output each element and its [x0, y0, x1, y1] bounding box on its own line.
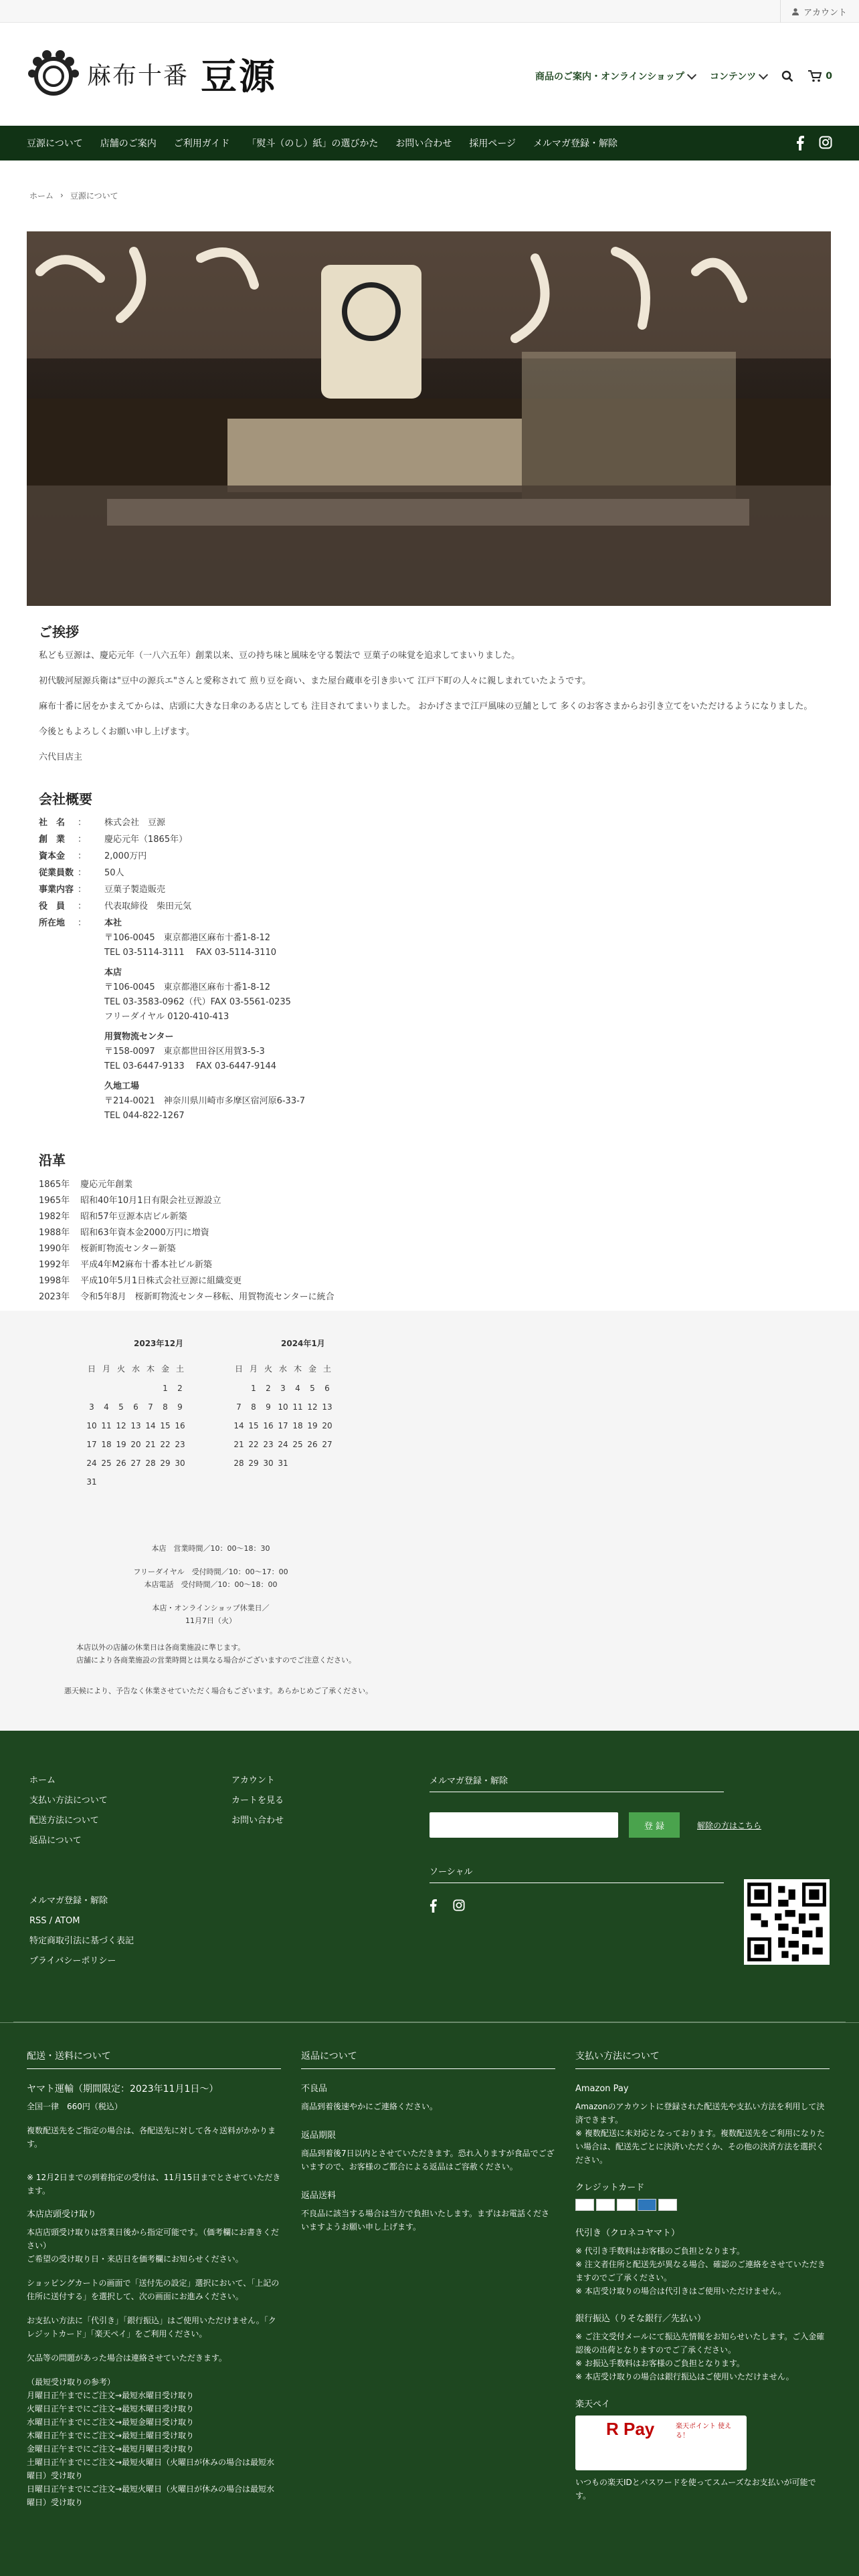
history-row: [39, 1209, 820, 1225]
calendar-day: 8: [163, 1402, 168, 1412]
profile-key: 従業員数: [39, 868, 74, 878]
header-nav: [535, 70, 832, 83]
footer-link[interactable]: 返品について: [29, 1836, 82, 1846]
calendar-day: 11: [101, 1421, 112, 1430]
shipping-text: 全国一律 660円（税込）: [27, 2102, 122, 2111]
calendar-day: 19: [116, 1440, 126, 1449]
profile-value: 株式会社 豆源: [104, 818, 166, 828]
location-name: 本社: [104, 918, 122, 928]
history-event: 桜新町物流センター新築: [80, 1244, 176, 1254]
greeting-paragraph-3: 麻布十番に居をかまえてからは、店頭に大きな日傘のある店としても 注目されてまいりました。 おかげさまで江戸風味の豆舗として 多くのお客さまからお引き立てをいただけるようになりました。: [39, 702, 813, 712]
calendar-day: 1: [251, 1384, 256, 1393]
footer-info: [0, 2022, 859, 2576]
calendar-day: 27: [130, 1459, 141, 1468]
history-event: 昭和57年豆源本店ビル新築: [80, 1212, 187, 1222]
calendar-day: 16: [263, 1421, 274, 1430]
chevron-right-icon: ›: [60, 191, 64, 200]
calendar-day: 24: [278, 1440, 288, 1449]
calendar-day: 17: [86, 1440, 97, 1449]
payment-text: ※ 本店受け取りの場合は代引きはご使用いただけません。: [575, 2286, 786, 2296]
shipping-heading: 本店店頭受け取り: [27, 2210, 97, 2220]
top-bar: [0, 0, 859, 23]
main-nav: [0, 126, 859, 160]
pickup-day: 木曜日正午までにご注文→最短土曜日受け取り: [27, 2431, 195, 2440]
nav-social: [796, 136, 832, 150]
payment-text: ※ 本店受け取りの場合は銀行振込はご使用いただけません。: [575, 2372, 794, 2381]
shipping-text: （最短受け取りの参考）: [27, 2377, 116, 2387]
payment-heading: 代引き（クロネコヤマト）: [575, 2228, 680, 2238]
history-year: 1988年: [39, 1228, 70, 1238]
calendar-blank: [99, 1384, 114, 1393]
qr-code-icon: [744, 1879, 830, 1965]
calendar-day: 26: [116, 1459, 126, 1468]
location-line: 〒106-0045 東京都港区麻布十番1-8-12: [104, 982, 271, 992]
diners-icon: [658, 2199, 677, 2211]
calendar-weather-note: 悪天候により、予告なく休業させていただく場合もございます。あらかじめご了承ください。: [64, 1687, 373, 1695]
hero-photo: [27, 231, 831, 606]
shipping-text: 本店店頭受け取りは営業日後から指定可能です。（価考欄にお書きください）: [27, 2228, 280, 2250]
instagram-icon[interactable]: [453, 1899, 465, 1911]
location-line: フリーダイヤル 0120-410-413: [104, 1012, 229, 1022]
qr-code: [744, 1879, 830, 1965]
history-row: [39, 1225, 820, 1241]
rakuten-pay-banner: [575, 2416, 747, 2470]
greeting-title: ご挨拶: [39, 624, 79, 640]
payment-heading: Amazon Pay: [575, 2084, 629, 2094]
newsletter-block: [430, 1774, 762, 1913]
returns-heading: 返品送料: [301, 2191, 337, 2201]
greeting-paragraph-1: 私ども豆源は、慶応元年（一八六五年）創業以来、豆の持ち味と風味を守る製法で 豆菓子の味覚を追求してまいりました。: [39, 651, 520, 661]
nav-noshi[interactable]: 「熨斗（のし）紙」の選びかた: [247, 138, 379, 149]
logo-mark-icon: [27, 47, 80, 100]
calendar-day: 22: [160, 1440, 171, 1449]
nav-stores[interactable]: 店舗のご案内: [100, 138, 157, 149]
pickup-day: 火曜日正午までにご注文→最短木曜日受け取り: [27, 2404, 195, 2413]
visa-icon: [575, 2199, 594, 2211]
products-menu-label: 商品のご案内・オンラインショップ: [535, 72, 684, 82]
calendar-weekday: 土: [322, 1364, 331, 1374]
calendar-store-note: [76, 1641, 356, 1667]
breadcrumb-home[interactable]: ホーム: [29, 191, 54, 201]
contents-menu[interactable]: [710, 70, 767, 83]
calendar-day: 21: [233, 1440, 244, 1449]
chevron-down-icon: [687, 70, 696, 79]
profile-key: 資本金: [39, 851, 66, 861]
payment-text: Amazonのアカウントに登録された配送先や支払い方法を利用して決済できます。: [575, 2102, 825, 2125]
location-list: [104, 916, 820, 1123]
breadcrumb: [0, 160, 859, 207]
shipping-text: ※ 12月2日までの到着指定の受付は、11月15日までとさせていただきます。: [27, 2173, 281, 2195]
instagram-icon[interactable]: [819, 136, 832, 149]
history-event: 平成4年M2麻布十番本社ビル新築: [80, 1260, 212, 1270]
location-name: 久地工場: [104, 1081, 140, 1091]
calendar-month-title: 2024年1月: [281, 1339, 325, 1348]
footer-link[interactable]: メルマガ登録・解除: [29, 1896, 108, 1906]
rakuten-pay-text: 楽天ポイント 使える！: [676, 2423, 732, 2440]
calendar-weekday: 火: [116, 1364, 125, 1374]
payment-heading: クレジットカード: [575, 2183, 645, 2193]
rakuten-pay-logo: R Pay: [606, 2419, 655, 2439]
search-icon[interactable]: [781, 70, 793, 82]
payment-heading: 銀行振込（りそな銀行／先払い）: [575, 2314, 706, 2324]
shipping-text: 欠品等の問題があった場合は連絡させていただきます。: [27, 2353, 227, 2363]
calendar-weekday: 木: [146, 1364, 155, 1374]
mastercard-icon: [596, 2199, 615, 2211]
calendar-day: 12: [116, 1421, 126, 1430]
calendar-day: 15: [160, 1421, 171, 1430]
calendar-day: 11: [292, 1402, 303, 1412]
returns-title: 返品について: [301, 2050, 555, 2069]
calendar-day: 4: [295, 1384, 300, 1393]
calendar-blank: [231, 1384, 246, 1393]
account-link[interactable]: [780, 0, 847, 23]
calendar-day: 14: [145, 1421, 156, 1430]
calendar-day: 5: [310, 1384, 315, 1393]
pickup-day: 日曜日正午までにご注文→最短火曜日（火曜日が休みの場合は最短水曜日）受け取り: [27, 2484, 275, 2507]
payment-text: ※ 複数配送に未対応となっております。複数配送先をご利用になりたい場合は、配送先ごとに決済いただくか、その他の決済方法を選択ください。: [575, 2129, 825, 2165]
calendar-day: 19: [307, 1421, 318, 1430]
calendar-note: 店舗により各商業施設の営業時間とは異なる場合がございますのでご注意ください。: [76, 1656, 356, 1665]
calendar-day: 16: [175, 1421, 185, 1430]
social-title: ソーシャル: [430, 1864, 724, 1883]
location-line: TEL 044-822-1267: [104, 1111, 185, 1121]
calendar-blank: [128, 1384, 143, 1393]
credit-card-logos: [575, 2199, 830, 2211]
user-icon: [791, 7, 799, 15]
cart-count: 0: [826, 71, 832, 82]
pickup-day: 金曜日正午までにご注文→最短月曜日受け取り: [27, 2444, 195, 2454]
profile-value: 2,000万円: [104, 851, 147, 861]
history-year: 1998年: [39, 1276, 70, 1286]
calendar-day: 28: [233, 1459, 244, 1468]
footer-link[interactable]: プライバシーポリシー: [29, 1956, 116, 1966]
nav-guide[interactable]: ご利用ガイド: [173, 138, 230, 149]
calendar-note: 本店 営業時間／10：00〜18：30: [151, 1544, 270, 1553]
calendar-weekday: 木: [293, 1364, 302, 1374]
calendar-day: 10: [278, 1402, 288, 1412]
calendar-day: 29: [248, 1459, 259, 1468]
calendar-day: 6: [133, 1402, 138, 1412]
calendar-day: 30: [263, 1459, 274, 1468]
shipping-text: ご希望の受け取り日・来店日を価考欄にお知らせください。: [27, 2254, 244, 2264]
history-year: 1990年: [39, 1244, 70, 1254]
footer-link[interactable]: 配送方法について: [29, 1816, 99, 1826]
calendar-note: 11月7日（火）: [185, 1616, 236, 1625]
location-line: 〒158-0097 東京都世田谷区用賀3-5-3: [104, 1047, 265, 1057]
payment-text: ※ 注文者住所と配送先が異なる場合、確認のご連絡をさせていただきますのでご了承ください。: [575, 2260, 826, 2282]
calendar-day: 22: [248, 1440, 259, 1449]
newsletter-email-input[interactable]: [430, 1812, 618, 1838]
calendar-weekday: 金: [161, 1364, 169, 1374]
calendar-day: 20: [322, 1421, 332, 1430]
calendar-day: 30: [175, 1459, 185, 1468]
shipping-title: 配送・送料について: [27, 2050, 281, 2069]
calendar-day: 25: [292, 1440, 303, 1449]
calendar-blank: [114, 1384, 128, 1393]
location-line: 〒214-0021 神奈川県川崎市多摩区宿河原6-33-7: [104, 1096, 306, 1106]
calendar-weekday: 水: [278, 1364, 287, 1374]
location-line: 〒106-0045 東京都港区麻布十番1-8-12: [104, 933, 271, 943]
company-title: 会社概要: [39, 791, 92, 807]
calendar-blank: [143, 1384, 158, 1393]
calendar-note: 本店・オンラインショップ休業日／: [152, 1604, 270, 1612]
calendar-weekday: 土: [175, 1364, 184, 1374]
calendar-month-title: 2023年12月: [134, 1339, 184, 1348]
business-calendar: [0, 1311, 859, 1731]
history-event: 昭和40年10月1日有限会社豆源設立: [80, 1196, 221, 1206]
footer-link[interactable]: ホーム: [29, 1776, 56, 1786]
footer-link[interactable]: お問い合わせ: [231, 1816, 284, 1826]
payment-heading: 楽天ペイ: [575, 2399, 611, 2409]
profile-value: 慶応元年（1865年）: [104, 835, 188, 845]
footer-link[interactable]: 特定商取引法に基づく表記: [29, 1936, 134, 1946]
shipping-text: ショッピングカートの画面で「送付先の設定」選択において、「上記の住所に送付する」を選択して、次の画面にお進みください。: [27, 2278, 280, 2301]
footer-link[interactable]: RSS / ATOM: [29, 1916, 80, 1926]
newsletter-submit-button[interactable]: 登 録: [629, 1812, 680, 1838]
calendar-hours: [0, 1542, 421, 1627]
shipping-info: [27, 2050, 281, 2509]
breadcrumb-current: 豆源について: [70, 191, 118, 201]
calendar-day: 20: [130, 1440, 141, 1449]
payment-text: ※ ご注文受付メールにて振込先情報をお知らせいたします。ご入金確認後の出荷となりますのでご了承ください。: [575, 2332, 825, 2355]
history-year: 1982年: [39, 1212, 70, 1222]
shipping-heading: ヤマト運輸（期間限定：2023年11月1日〜）: [27, 2084, 219, 2095]
site-header: [0, 23, 859, 126]
payment-title: 支払い方法について: [575, 2050, 830, 2069]
calendar-day: 12: [307, 1402, 318, 1412]
profile-key: 所在地: [39, 918, 66, 928]
calendar-day: 24: [86, 1459, 97, 1468]
calendar-day: 7: [236, 1402, 242, 1412]
greeting-signature: 六代目店主: [39, 752, 83, 762]
footer-social: [430, 1899, 724, 1913]
history-title: 沿革: [39, 1152, 66, 1168]
greeting-paragraph-2: 初代駿河屋源兵衛は"豆中の源兵エ"さんと愛称されて 煎り豆を商い、また屋台蔵車を引き歩いて 江戸下町の人々に親しまれていたようです。: [39, 676, 591, 686]
company-profile: 社 名 ： 株式会社 豆源 創 業 ： 慶応元年（1865年） 資本金 ： 2,000万円 従業員数 ： 50人 事業内容 ： 豆菓子製造販売 役 員 ： 代表取締役 柴田元気 所在地 ： 本社 〒106-0045 東京都港区麻布十番1-8-12 TEL 03-5114-3111 FAX 03-5114-3110 本店 〒106-0045 東京都港区麻布十番1-8-12 TEL 03-3583-0962（代）FAX 03-5561-0235 フリーダイヤル 0120-410-413 用賀物流センター 〒158-0097 東京都世田谷区用賀3-5-3 TEL 03-6447-9133 FAX 03-6447-9144 久地工場 〒214-0021 神奈川県川崎市多摩区宿河原6-33-7 TEL 044-822-1267: [39, 816, 820, 1123]
returns-text: 商品到着後7日以内とさせていただきます。恐れ入りますが食品でございますので、お客様のご都合による返品はご容赦ください。: [301, 2149, 555, 2171]
logo-subtext: 麻布十番: [87, 62, 189, 90]
location-name: 用賀物流センター: [104, 1032, 174, 1042]
calendar-day: 21: [145, 1440, 156, 1449]
calendar-day: 3: [89, 1402, 94, 1412]
location-line: TEL 03-6447-9133 FAX 03-6447-9144: [104, 1061, 277, 1071]
facebook-icon[interactable]: [796, 136, 804, 150]
calendar-weekday: 日: [87, 1364, 96, 1374]
returns-text: 商品到着後速やかにご連絡ください。: [301, 2102, 438, 2111]
footer-col-2: [231, 1771, 284, 1831]
cart-icon: [808, 70, 822, 82]
pickup-day: 水曜日正午までにご注文→最短金曜日受け取り: [27, 2418, 195, 2427]
calendar-day: 23: [263, 1440, 274, 1449]
history-row: [39, 1273, 820, 1289]
profile-value: 代表取締役 柴田元気: [104, 901, 192, 911]
shipping-text: お支払い方法に「代引き」「銀行振込」はご使用いただけません。「クレジットカード」「楽天ペイ」をご利用ください。: [27, 2316, 276, 2339]
nav-about[interactable]: 豆源について: [27, 138, 83, 149]
calendar-day: 18: [101, 1440, 112, 1449]
calendar-day: 28: [145, 1459, 156, 1468]
profile-value: 豆菓子製造販売: [104, 885, 166, 895]
calendar-weekday: 金: [308, 1364, 316, 1374]
calendar-blank: [84, 1384, 99, 1393]
history-year: 1992年: [39, 1260, 70, 1270]
old-storefront-image: [27, 231, 831, 606]
payment-info: [575, 2050, 830, 2502]
calendar-weekday: 日: [234, 1364, 243, 1374]
history-row: [39, 1289, 820, 1305]
history-list: [39, 1177, 820, 1305]
history-event: 令和5年8月 桜新町物流センター移転、用賀物流センターに統合: [80, 1292, 335, 1302]
footer-links: [0, 1731, 859, 2022]
calendar-day: 13: [322, 1402, 332, 1412]
footer-col-1: [29, 1771, 108, 1851]
calendar-day: 3: [280, 1384, 286, 1393]
nav-recruit[interactable]: 採用ページ: [469, 138, 516, 149]
returns-info: [301, 2050, 555, 2234]
history-row: [39, 1193, 820, 1209]
facebook-icon[interactable]: [430, 1899, 437, 1913]
profile-key: 役 員: [39, 901, 66, 911]
account-label: アカウント: [803, 7, 847, 18]
payment-text: ※ お振込手数料はお客様のご負担となります。: [575, 2359, 745, 2368]
calendar-day: 27: [322, 1440, 332, 1449]
calendar-day: 25: [101, 1459, 112, 1468]
calendar-day: 18: [292, 1421, 303, 1430]
payment-text: ※ 代引き手数料はお客様のご負担となります。: [575, 2246, 745, 2256]
pickup-day: 月曜日正午までにご注文→最短水曜日受け取り: [27, 2391, 195, 2400]
contents-menu-label: コンテンツ: [709, 72, 757, 82]
history-year: 1865年: [39, 1180, 70, 1190]
calendar-day: 2: [266, 1384, 271, 1393]
footer-link[interactable]: カートを見る: [231, 1796, 284, 1806]
calendar-day: 4: [104, 1402, 109, 1412]
calendar-day: 9: [266, 1402, 271, 1412]
history-row: [39, 1177, 820, 1193]
jcb-icon: [617, 2199, 636, 2211]
calendar-day: 26: [307, 1440, 318, 1449]
calendar-day: 14: [233, 1421, 244, 1430]
calendar-day: 29: [160, 1459, 171, 1468]
amex-icon: [638, 2199, 656, 2211]
location-line: TEL 03-5114-3111 FAX 03-5114-3110: [104, 948, 277, 958]
calendar-day: 13: [130, 1421, 141, 1430]
calendar-day: 23: [175, 1440, 185, 1449]
shipping-text: 複数配送先をご指定の場合は、各配送先に対して各々送料がかかります。: [27, 2126, 276, 2149]
profile-key: 事業内容: [39, 885, 74, 895]
calendar-weekday: 火: [264, 1364, 272, 1374]
footer-col-3: [29, 1891, 134, 1971]
chevron-down-icon: [759, 70, 768, 79]
calendar-note: 本店電話 受付時間／10：00〜18：00: [144, 1580, 278, 1589]
history-year: 2023年: [39, 1292, 70, 1302]
history-event: 昭和63年資本金2000万円に増資: [80, 1228, 209, 1238]
history-event: 平成10年5月1日株式会社豆源に組織変更: [80, 1276, 242, 1286]
profile-key: 創 業: [39, 835, 66, 845]
footer-link[interactable]: アカウント: [231, 1776, 275, 1786]
returns-text: 不良品に該当する場合は当方で負担いたします。まずはお電話くださいますようお願い申し上げます。: [301, 2209, 550, 2232]
calendar-note: フリーダイヤル 受付時間／10：00〜17：00: [133, 1568, 288, 1576]
nav-contact[interactable]: お問い合わせ: [395, 138, 452, 149]
history-row: [39, 1257, 820, 1273]
site-logo[interactable]: [27, 47, 277, 100]
logo-maintext: 豆源: [201, 54, 278, 98]
calendar-day: 9: [177, 1402, 183, 1412]
history-event: 慶応元年創業: [80, 1180, 133, 1190]
calendar-day: 15: [248, 1421, 259, 1430]
calendar-note: 本店以外の店舗の休業日は各商業施設に準じます。: [76, 1643, 246, 1652]
calendar-day: 8: [251, 1402, 256, 1412]
profile-value: 50人: [104, 868, 124, 878]
calendar-day: 1: [163, 1384, 168, 1393]
history-row: [39, 1241, 820, 1257]
about-content: [0, 625, 859, 1305]
profile-key: 社 名: [39, 818, 66, 828]
calendar-grid-jan: [231, 1363, 335, 1468]
calendar-day: 31: [278, 1459, 288, 1468]
calendar-day: 7: [148, 1402, 153, 1412]
calendar-day: 5: [118, 1402, 124, 1412]
calendar-day: 31: [86, 1477, 97, 1487]
products-menu[interactable]: [535, 70, 695, 83]
calendar-day: 2: [177, 1384, 183, 1393]
calendar-weekday: 水: [131, 1364, 140, 1374]
greeting-paragraph-4: 今後ともよろしくお願い申し上げます。: [39, 727, 195, 737]
calendar-day: 10: [86, 1421, 97, 1430]
calendar-weekday: 月: [102, 1364, 110, 1374]
nav-newsletter[interactable]: メルマガ登録・解除: [533, 138, 618, 149]
unsubscribe-link[interactable]: 解除の方はこちら: [697, 1820, 762, 1830]
calendar-day: 17: [278, 1421, 288, 1430]
calendar-grid-dec: [84, 1363, 187, 1487]
returns-heading: 不良品: [301, 2084, 328, 2094]
location-name: 本店: [104, 968, 122, 978]
location-line: TEL 03-3583-0962（代）FAX 03-5561-0235: [104, 997, 291, 1007]
calendar-day: 6: [324, 1384, 330, 1393]
newsletter-title: メルマガ登録・解除: [430, 1774, 724, 1792]
payment-text: いつもの楽天IDとパスワードを使ってスムーズなお支払いが可能です。: [575, 2478, 816, 2500]
cart-link[interactable]: [808, 70, 832, 82]
history-year: 1965年: [39, 1196, 70, 1206]
calendar-weekday: 月: [249, 1364, 258, 1374]
returns-heading: 返品期限: [301, 2131, 337, 2141]
footer-link[interactable]: 支払い方法について: [29, 1796, 108, 1806]
pickup-day: 土曜日正午までにご注文→最短火曜日（火曜日が休みの場合は最短水曜日）受け取り: [27, 2458, 275, 2480]
